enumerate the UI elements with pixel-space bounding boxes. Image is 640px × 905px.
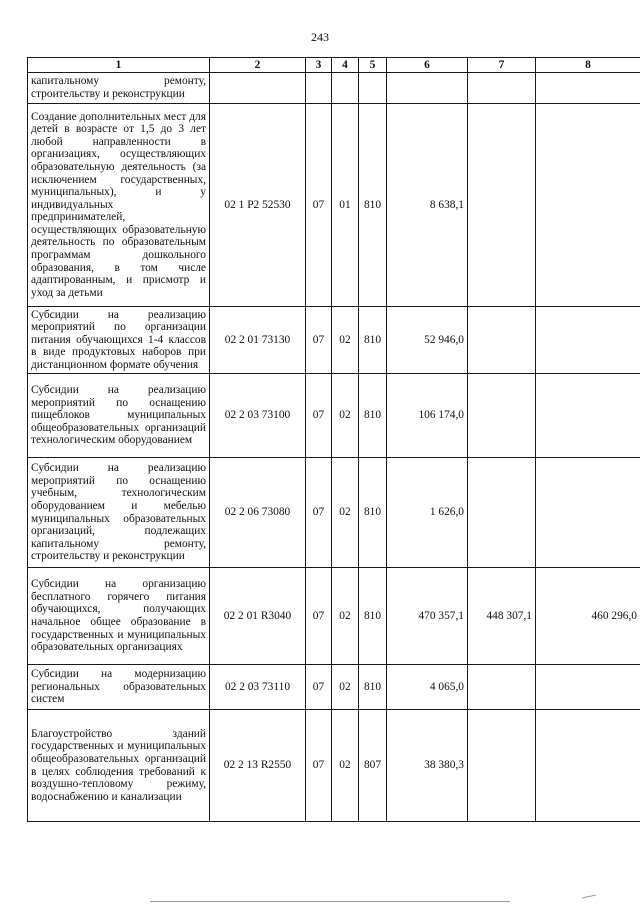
row-amount-col8 xyxy=(536,710,640,822)
row-amount-col7 xyxy=(468,374,536,458)
row-amount-col8 xyxy=(536,374,640,458)
table-row xyxy=(28,710,640,822)
table-row xyxy=(28,665,640,710)
column-header: 2 xyxy=(210,58,306,73)
row-subsection: 02 xyxy=(332,710,359,822)
row-expense-type: 810 xyxy=(359,104,387,307)
row-subsection xyxy=(332,73,359,104)
row-description: Субсидии на реализацию мероприятий по оснащению учебным, технологическим оборудованием и мебелью муниципальных образовательных организаций, подлежащих капитальному ремонту, строительству и реконструкции xyxy=(28,458,210,568)
row-section: 07 xyxy=(306,710,332,822)
row-description: капитальному ремонту, строительству и реконструкции xyxy=(28,73,210,104)
row-description: Субсидии на модернизацию региональных образовательных систем xyxy=(28,665,210,710)
row-description: Субсидии на организацию бесплатного горячего питания обучающихся, получающих начальное общее образование в государственных и муниципальных образовательных организациях xyxy=(28,568,210,665)
row-code: 02 2 03 73100 xyxy=(210,374,306,458)
row-amount-col7 xyxy=(468,104,536,307)
row-section: 07 xyxy=(306,458,332,568)
table-row xyxy=(28,374,640,458)
row-section: 07 xyxy=(306,307,332,374)
row-amount-col8 xyxy=(536,104,640,307)
row-expense-type: 810 xyxy=(359,665,387,710)
row-section: 07 xyxy=(306,374,332,458)
row-subsection: 02 xyxy=(332,568,359,665)
row-section: 07 xyxy=(306,665,332,710)
row-amount-col8 xyxy=(536,458,640,568)
row-description: Благоустройство зданий государственных и муниципальных общеобразовательных организаций в целях соблюдения требований к воздушно-тепловому режиму, водоснабжению и канализации xyxy=(28,710,210,822)
row-amount-col6: 8 638,1 xyxy=(387,104,468,307)
column-header: 4 xyxy=(332,58,359,73)
row-amount-col6: 52 946,0 xyxy=(387,307,468,374)
row-amount-col7 xyxy=(468,665,536,710)
row-section: 07 xyxy=(306,104,332,307)
row-amount-col8 xyxy=(536,73,640,104)
row-section: 07 xyxy=(306,568,332,665)
table-row xyxy=(28,104,640,307)
row-expense-type: 810 xyxy=(359,374,387,458)
header-row xyxy=(28,58,640,73)
row-amount-col6: 106 174,0 xyxy=(387,374,468,458)
row-amount-col7 xyxy=(468,710,536,822)
scan-artifact-line xyxy=(150,901,510,902)
page-number: 243 xyxy=(311,30,329,44)
row-expense-type: 810 xyxy=(359,458,387,568)
row-amount-col6: 38 380,3 xyxy=(387,710,468,822)
row-code: 02 2 03 73110 xyxy=(210,665,306,710)
row-subsection: 02 xyxy=(332,665,359,710)
row-subsection: 01 xyxy=(332,104,359,307)
table-row xyxy=(28,568,640,665)
row-description: Создание дополнительных мест для детей в возрасте от 1,5 до 3 лет любой направленности в организациях, осуществляющих образовательную деятельность (за исключением государственных, муниципальных), и у индивидуальных предпринимателей, осуществляющих образовательную деятельность по образовательным программам дошкольного образования, в том числе адаптированным, и присмотр и уход за детьми xyxy=(28,104,210,307)
column-header: 5 xyxy=(359,58,387,73)
row-amount-col7 xyxy=(468,73,536,104)
row-expense-type: 810 xyxy=(359,568,387,665)
column-header: 1 xyxy=(28,58,210,73)
row-amount-col7 xyxy=(468,458,536,568)
row-amount-col6: 1 626,0 xyxy=(387,458,468,568)
table-row xyxy=(28,458,640,568)
row-code: 02 2 01 R3040 xyxy=(210,568,306,665)
row-section xyxy=(306,73,332,104)
row-code: 02 2 13 R2550 xyxy=(210,710,306,822)
row-subsection: 02 xyxy=(332,458,359,568)
row-amount-col6: 4 065,0 xyxy=(387,665,468,710)
budget-table xyxy=(27,57,640,822)
column-header: 8 xyxy=(536,58,640,73)
table-row xyxy=(28,307,640,374)
scan-artifact-mark xyxy=(582,895,596,899)
row-code: 02 2 06 73080 xyxy=(210,458,306,568)
column-header: 7 xyxy=(468,58,536,73)
column-header: 6 xyxy=(387,58,468,73)
row-amount-col8 xyxy=(536,307,640,374)
row-amount-col6: 470 357,1 xyxy=(387,568,468,665)
row-amount-col8 xyxy=(536,665,640,710)
row-description: Субсидии на реализацию мероприятий по организации питания обучающихся 1-4 классов в виде продуктовых наборов при дистанционном формате обучения xyxy=(28,307,210,374)
row-code xyxy=(210,73,306,104)
row-amount-col7 xyxy=(468,307,536,374)
column-header: 3 xyxy=(306,58,332,73)
row-amount-col6 xyxy=(387,73,468,104)
row-code: 02 2 01 73130 xyxy=(210,307,306,374)
row-code: 02 1 P2 52530 xyxy=(210,104,306,307)
row-amount-col7: 448 307,1 xyxy=(468,568,536,665)
row-subsection: 02 xyxy=(332,374,359,458)
row-expense-type: 807 xyxy=(359,710,387,822)
row-expense-type xyxy=(359,73,387,104)
table-row xyxy=(28,73,640,104)
row-expense-type: 810 xyxy=(359,307,387,374)
row-subsection: 02 xyxy=(332,307,359,374)
row-description: Субсидии на реализацию мероприятий по оснащению пищеблоков муниципальных общеобразовательных организаций технологическим оборудованием xyxy=(28,374,210,458)
row-amount-col8: 460 296,0 xyxy=(536,568,640,665)
